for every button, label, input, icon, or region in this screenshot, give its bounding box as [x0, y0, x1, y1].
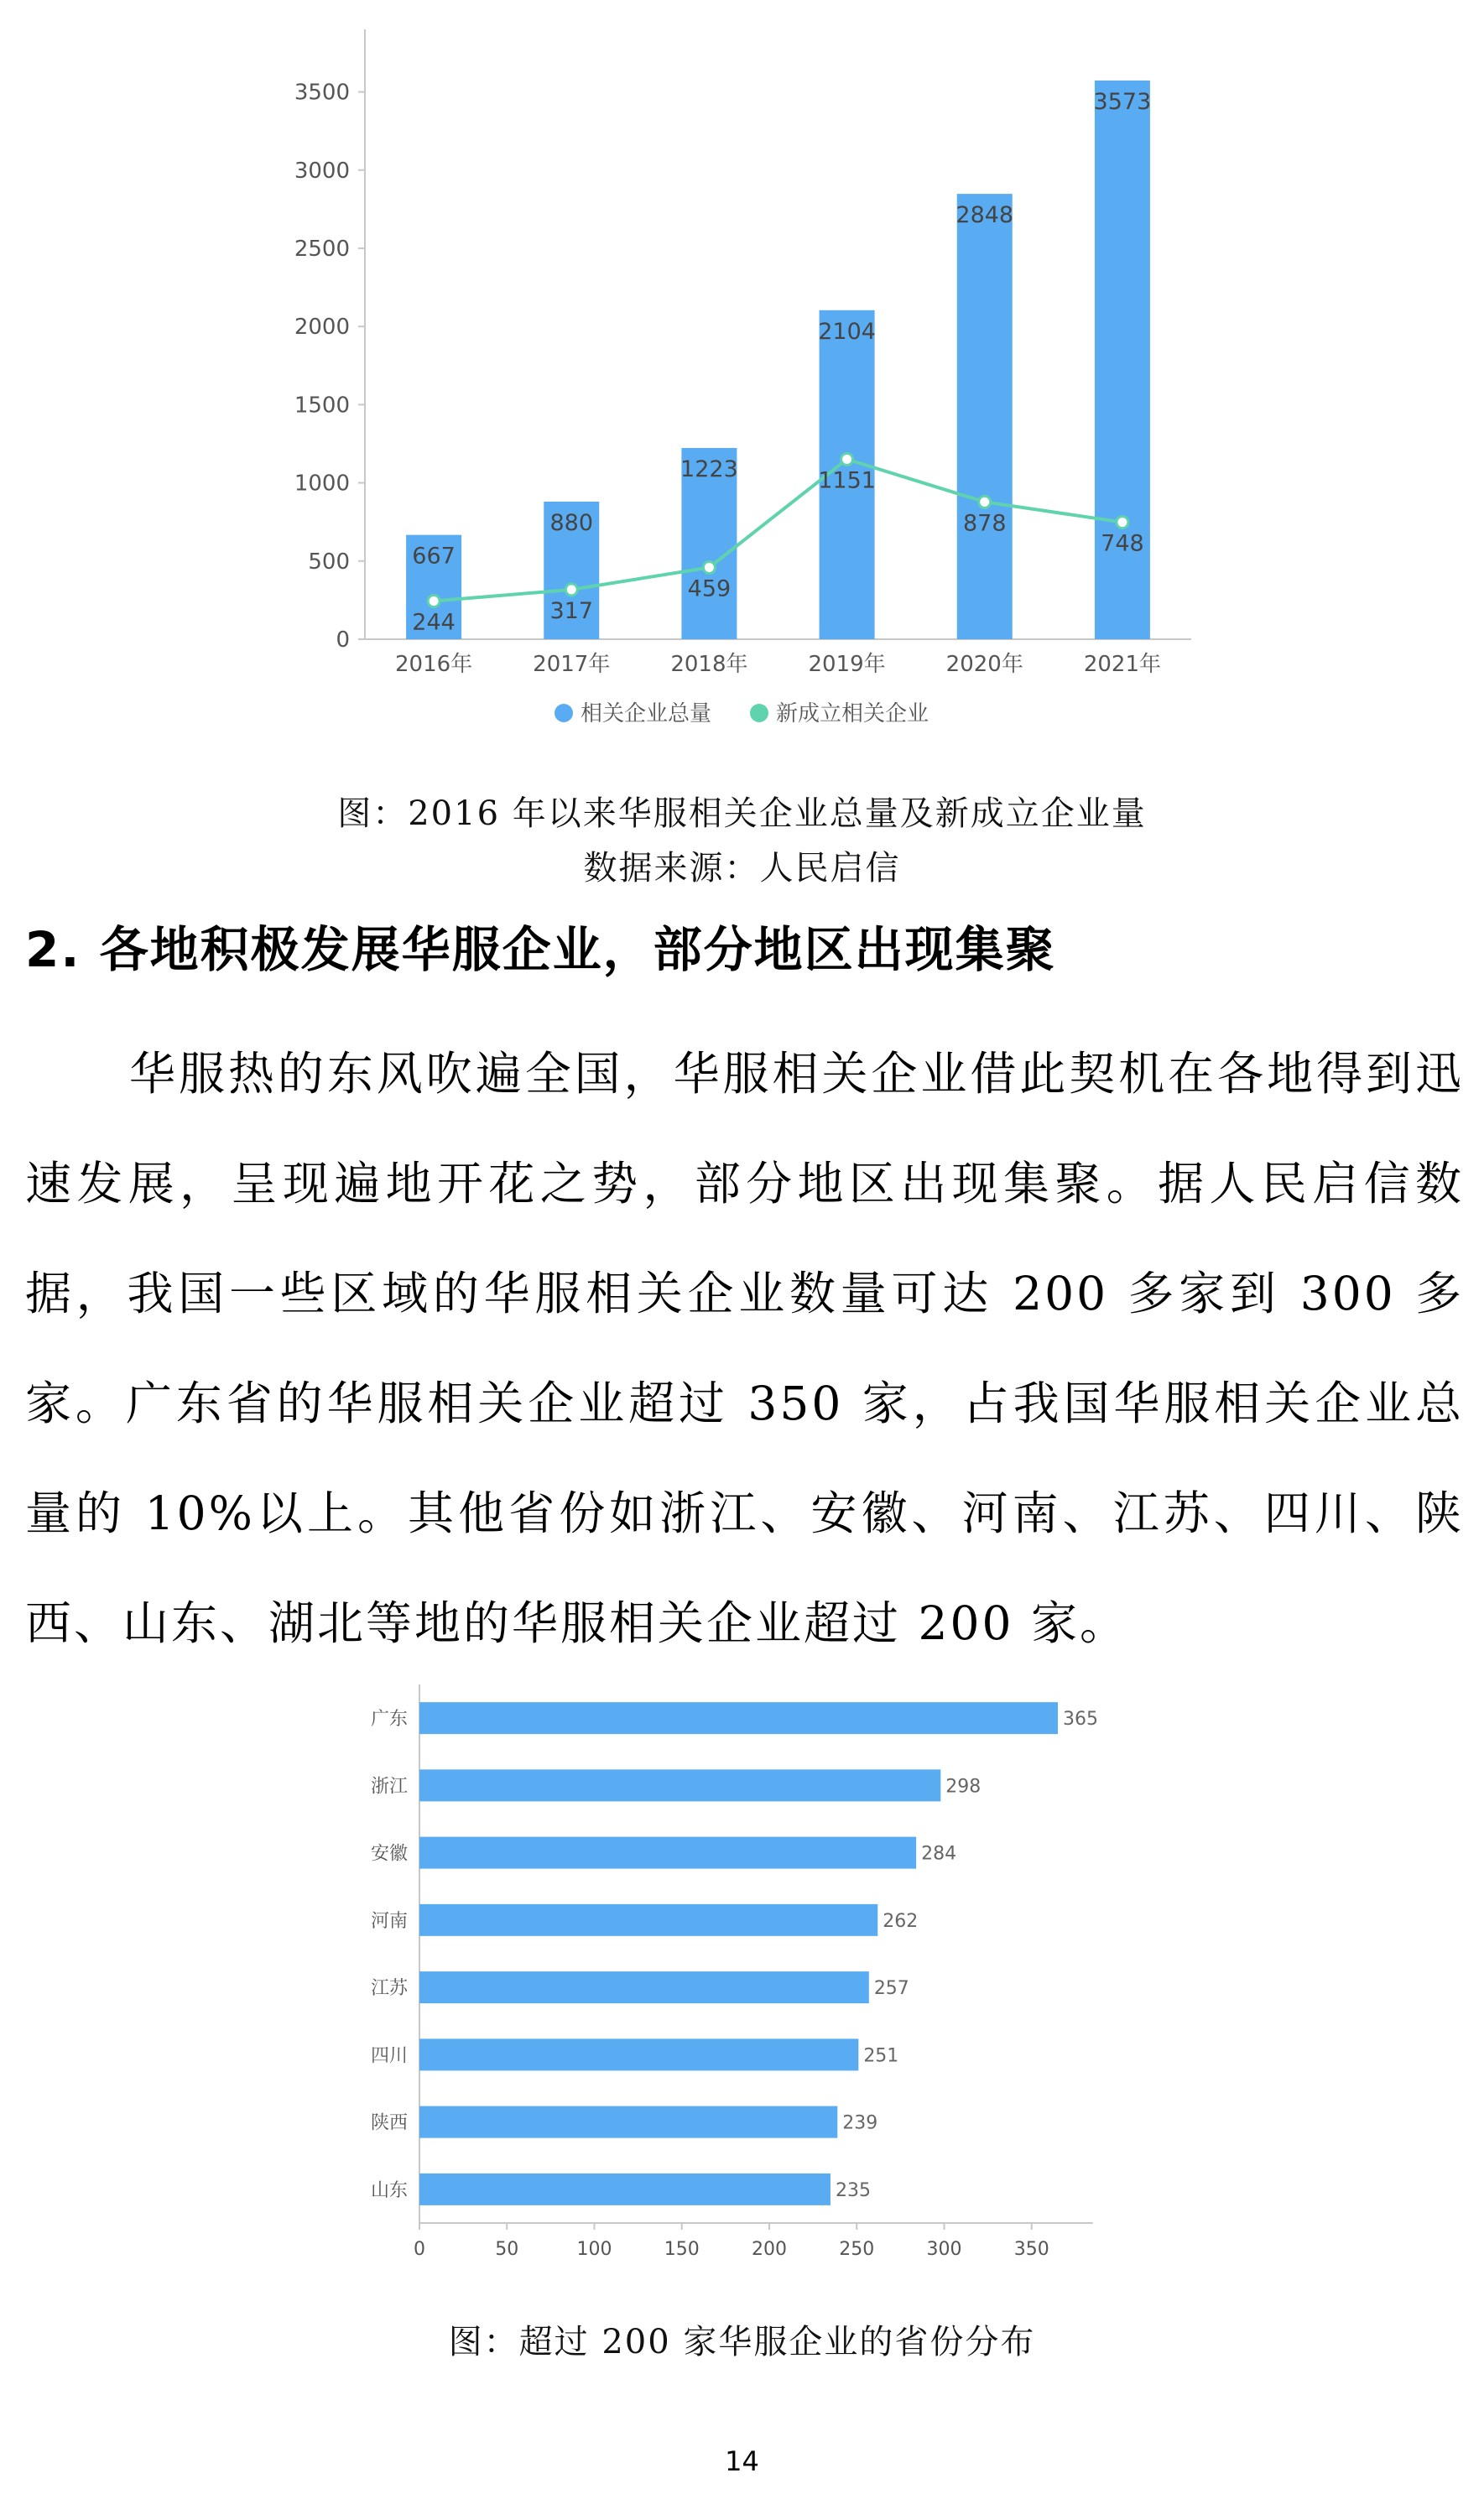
chart1-line-point	[1117, 517, 1128, 528]
chart2-caption: 图：超过 200 家华服企业的省份分布	[448, 2323, 1036, 2361]
chart1-y-tick-label: 1500	[294, 393, 350, 419]
chart2-x-tick-label: 0	[414, 2239, 425, 2260]
chart2-x-tick-label: 100	[576, 2239, 612, 2260]
chart1-source: 数据来源：人民启信	[583, 849, 901, 888]
chart2-x-tick-label: 200	[751, 2239, 787, 2260]
chart2-bar	[419, 1904, 877, 1936]
chart2-bar-label: 365	[1063, 1709, 1098, 1731]
chart1-line-point	[428, 596, 440, 607]
page-number: 14	[725, 2445, 759, 2477]
chart1-line-point	[565, 584, 577, 596]
chart1-bar-label: 1223	[680, 456, 738, 483]
chart1-y-tick-label: 500	[308, 549, 350, 575]
chart1-y-tick-label: 3000	[294, 158, 350, 184]
chart2-bar-label: 262	[883, 1910, 919, 1932]
legend-marker-total	[555, 704, 573, 722]
chart1-caption: 图：2016 年以来华服相关企业总量及新成立企业量	[337, 794, 1147, 833]
chart1-bars	[406, 81, 1151, 639]
chart2-x-tick-label: 150	[664, 2239, 700, 2260]
chart2-bar-label: 239	[842, 2112, 878, 2134]
chart1-line-label: 1151	[818, 467, 876, 494]
chart2-bar	[419, 2174, 831, 2205]
legend-marker-new	[750, 704, 768, 722]
chart1-bar-label: 667	[412, 543, 456, 570]
chart1-x-tick-label: 2020年	[945, 652, 1023, 677]
body-paragraph: 华服热的东风吹遍全国，华服相关企业借此契机在各地得到迅速发展，呈现遍地开花之势，部分地区出现集聚。据人民启信数据，我国一些区域的华服相关企业数量可达 200 多家到 300 多家。广东省的华服相关企业超过 350 家，占我国华服相关企业总量的 10%以上。其他省份如浙江、安徽、河南、江苏、四川、陕西、山东、湖北等地的华服相关企业超过 200 家。	[25, 1047, 1464, 1650]
chart2-category-label: 浙江	[370, 1776, 408, 1798]
chart2-category-label: 河南	[370, 1910, 408, 1932]
chart1-bar-label: 880	[549, 509, 594, 536]
chart1-line-label: 459	[687, 575, 732, 602]
chart1-y-tick-label: 2500	[294, 236, 350, 262]
chart1-line-point	[841, 453, 853, 465]
chart2-x-tick-label: 300	[926, 2239, 962, 2260]
chart2-category-label: 陕西	[370, 2112, 408, 2134]
chart2-category-label: 广东	[370, 1709, 408, 1731]
chart1-bar-label: 2848	[955, 202, 1014, 229]
chart2-category-label: 江苏	[370, 1978, 408, 2000]
chart2-bar	[419, 1837, 916, 1869]
chart2-bar	[419, 2038, 858, 2070]
chart1-series-line	[434, 459, 1122, 601]
chart1-bar-label: 3573	[1093, 88, 1152, 115]
chart2-bar	[419, 1971, 869, 2003]
chart1-line-label: 748	[1101, 530, 1144, 557]
chart1-x-tick-label: 2017年	[533, 652, 611, 677]
chart1-x-tick-label: 2018年	[670, 652, 748, 677]
chart2-x-tick-label: 250	[839, 2239, 875, 2260]
chart1-bar	[957, 194, 1013, 639]
chart2-bar-label: 298	[945, 1776, 982, 1798]
legend-label-new: 新成立相关企业	[776, 701, 929, 726]
chart2-bar-label: 284	[921, 1843, 957, 1865]
chart2-category-label: 四川	[370, 2045, 408, 2067]
chart2-bar-label: 235	[835, 2179, 871, 2201]
chart1-y-tick-label: 0	[336, 627, 350, 653]
chart2-x-tick-label: 50	[495, 2239, 519, 2260]
legend-label-total: 相关企业总量	[581, 701, 712, 726]
chart1-x-tick-label: 2021年	[1083, 652, 1162, 677]
chart1-line-point	[703, 561, 715, 573]
enterprise-growth-chart	[0, 0, 1484, 755]
chart1-y-tick-label: 2000	[294, 315, 350, 341]
chart1-line-point	[979, 496, 991, 508]
chart1-line-label: 878	[962, 510, 1007, 537]
section-heading: 2. 各地积极发展华服企业，部分地区出现集聚	[25, 921, 1056, 978]
chart2-x-tick-label: 350	[1013, 2239, 1049, 2260]
chart2-bar-label: 251	[863, 2045, 899, 2067]
chart1-legend	[555, 701, 929, 726]
chart1-x-tick-label: 2016年	[394, 652, 473, 677]
chart1-y-tick-label: 3500	[294, 80, 350, 106]
chart2-bar	[419, 1702, 1058, 1734]
chart2-bar-label: 257	[873, 1978, 909, 2000]
chart1-line-label: 244	[412, 609, 456, 636]
province-distribution-chart	[0, 1669, 1484, 2273]
chart1-line	[412, 453, 1143, 635]
chart2-bar	[419, 1769, 940, 1801]
chart2-bars	[419, 1702, 1098, 2205]
chart2-bar	[419, 2106, 837, 2138]
chart2-category-label: 安徽	[370, 1843, 408, 1865]
chart1-line-label: 317	[549, 597, 594, 624]
chart1-y-tick-label: 1000	[294, 471, 350, 497]
chart2-category-label: 山东	[370, 2179, 408, 2201]
chart1-x-tick-label: 2019年	[808, 652, 886, 677]
chart1-bar-label: 2104	[818, 318, 876, 345]
